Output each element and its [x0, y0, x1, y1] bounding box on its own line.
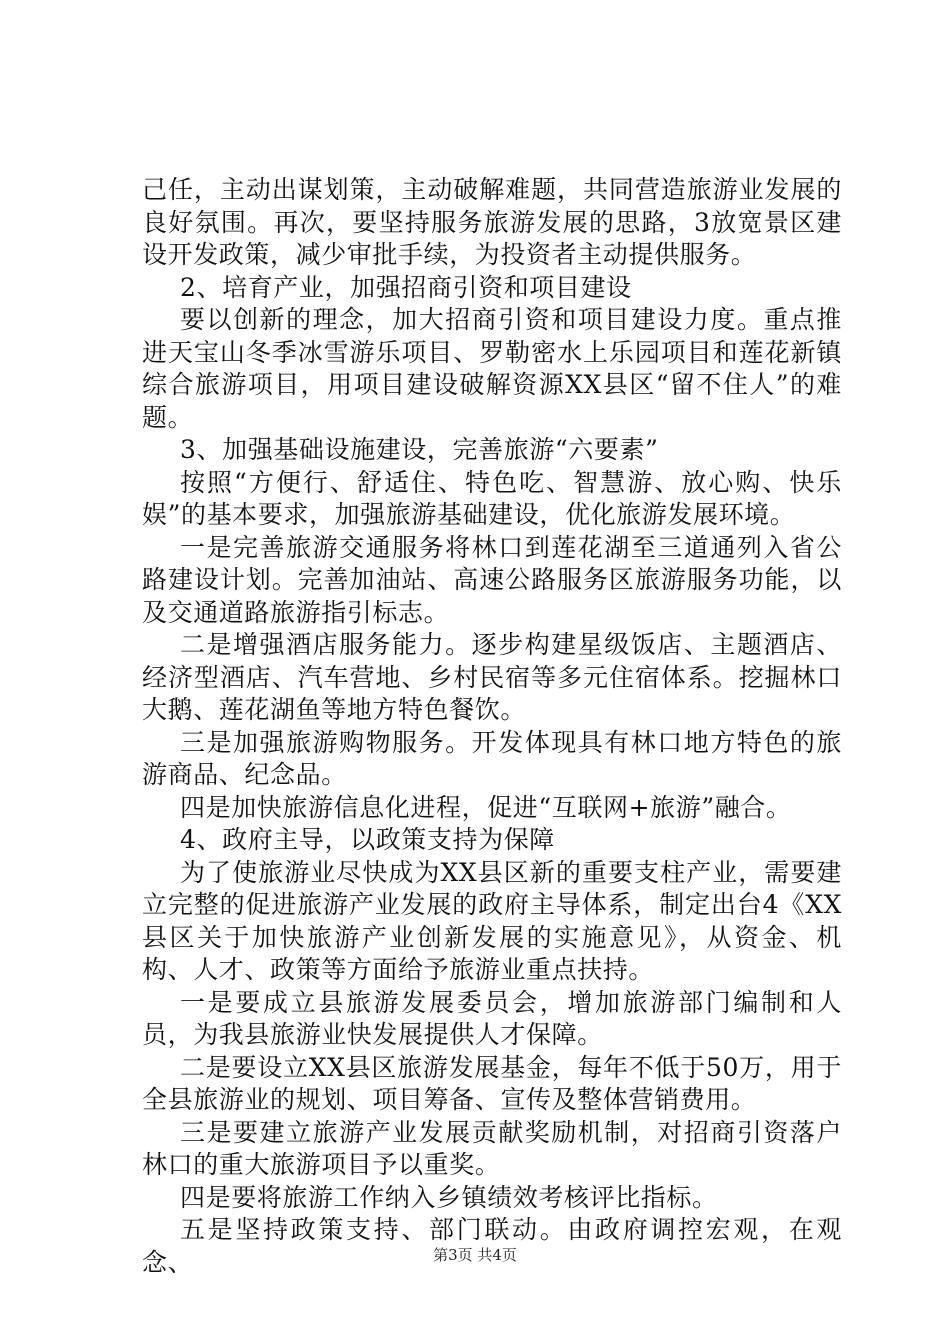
paragraph: 为了使旅游业尽快成为XX县区新的重要支柱产业，需要建立完整的促进旅游产业发展的政府主导体系，制定出台4《XX县区关于加快旅游产业创新发展的实施意见》，从资金、机构、人才、政策等方面给予旅游业重点扶持。 — [142, 857, 842, 984]
paragraph: 要以创新的理念，加大招商引资和项目建设力度。重点推进天宝山冬季冰雪游乐项目、罗勒密水上乐园项目和莲花新镇综合旅游项目，用项目建设破解资源XX县区“留不住人”的难题。 — [142, 305, 842, 432]
section-heading-2: 2、培育产业，加强招商引资和项目建设 — [180, 272, 632, 302]
paragraph: 三是加强旅游购物服务。开发体现具有林口地方特色的旅游商品、纪念品。 — [142, 727, 842, 789]
page-footer: 第3页 共4页 — [433, 1246, 517, 1264]
paragraph: 一是要成立县旅游发展委员会，增加旅游部门编制和人员，为我县旅游业快发展提供人才保障。 — [142, 987, 842, 1049]
paragraph: 三是要建立旅游产业发展贡献奖励机制，对招商引资落户林口的重大旅游项目予以重奖。 — [142, 1117, 842, 1179]
paragraph: 二是增强酒店服务能力。逐步构建星级饭店、主题酒店、经济型酒店、汽车营地、乡村民宿等多元住宿体系。挖掘林口大鹅、莲花湖鱼等地方特色餐饮。 — [142, 630, 842, 724]
paragraph: 二是要设立XX县区旅游发展基金，每年不低于50万，用于全县旅游业的规划、项目筹备、宣传及整体营销费用。 — [142, 1052, 842, 1114]
paragraph-continuation: 己任，主动出谋划策，主动破解难题，共同营造旅游业发展的良好氛围。再次，要坚持服务旅游发展的思路，3放宽景区建设开发政策，减少审批手续，为投资者主动提供服务。 — [142, 175, 842, 269]
paragraph: 五是坚持政策支持、部门联动。由政府调控宏观，在观念、 — [142, 1215, 842, 1277]
document-body — [142, 174, 842, 1279]
paragraph: 四是要将旅游工作纳入乡镇绩效考核评比指标。 — [180, 1182, 718, 1212]
section-heading-4: 4、政府主导，以政策支持为保障 — [180, 825, 555, 854]
paragraph: 按照“方便行、舒适住、特色吃、智慧游、放心购、快乐娱”的基本要求，加强旅游基础建设，优化旅游发展环境。 — [142, 467, 842, 529]
section-heading-3: 3、加强基础设施建设，完善旅游“六要素” — [180, 435, 659, 464]
paragraph: 四是加快旅游信息化进程，促进“互联网+旅游”融合。 — [180, 792, 792, 822]
paragraph: 一是完善旅游交通服务将林口到莲花湖至三道通列入省公路建设计划。完善加油站、高速公路服务区旅游服务功能，以及交通道路旅游指引标志。 — [142, 532, 842, 627]
